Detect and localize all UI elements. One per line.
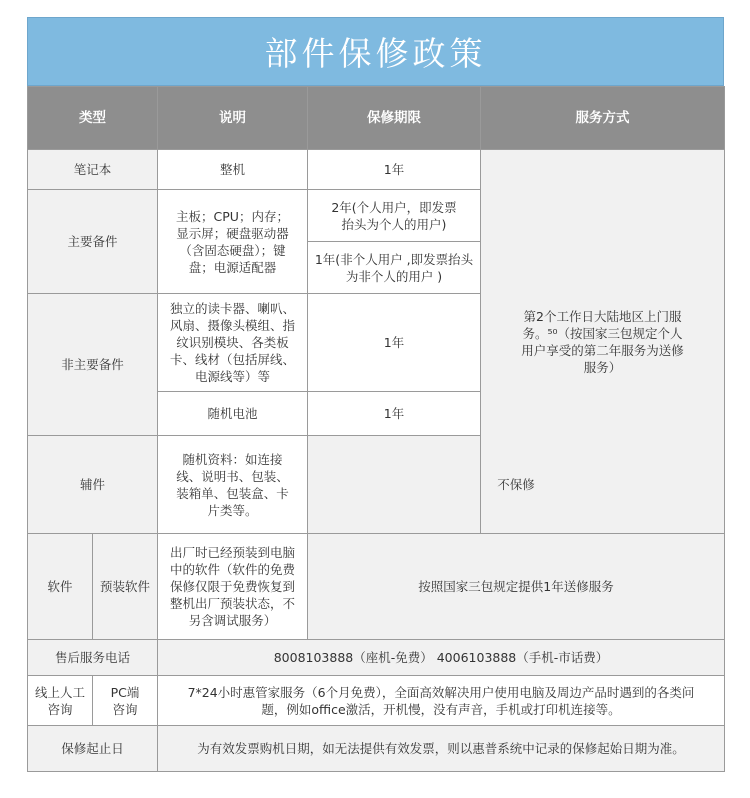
minor-period: 1年 xyxy=(308,294,481,392)
online-type: 线上人工咨询 xyxy=(28,676,93,726)
table-row xyxy=(28,676,725,726)
accessory-type: 辅件 xyxy=(28,436,158,534)
warranty-table xyxy=(27,86,725,772)
header-row xyxy=(28,87,725,150)
software-subtype: 预装软件 xyxy=(93,534,158,640)
online-subtype: PC端咨询 xyxy=(93,676,158,726)
software-type: 软件 xyxy=(28,534,93,640)
accessory-policy: 不保修 xyxy=(308,436,725,534)
table-row xyxy=(28,640,725,676)
software-policy: 按照国家三包规定提供1年送修服务 xyxy=(308,534,725,640)
table-row xyxy=(28,534,725,640)
table-row xyxy=(28,436,725,534)
header-desc: 说明 xyxy=(158,87,308,150)
start-value: 为有效发票购机日期，如无法提供有效发票，则以惠普系统中记录的保修起始日期为准。 xyxy=(158,726,725,772)
start-label: 保修起止日 xyxy=(28,726,158,772)
service-method: 第2个工作日大陆地区上门服务。⁵⁰（按国家三包规定个人用户享受的第二年服务为送修服务） xyxy=(481,150,725,534)
battery-desc: 随机电池 xyxy=(158,392,308,436)
software-desc: 出厂时已经预装到电脑中的软件（软件的免费保修仅限于免费恢复到整机出厂预装状态，不另含调试服务） xyxy=(158,534,308,640)
accessory-desc: 随机资料：如连接线、说明书、包装、装箱单、包装盒、卡片类等。 xyxy=(158,436,308,534)
table-row xyxy=(28,726,725,772)
major-period-nonpersonal: 1年(非个人用户 ,即发票抬头为非个人的用户 ) xyxy=(308,242,481,294)
minor-type: 非主要备件 xyxy=(28,294,158,436)
header-period: 保修期限 xyxy=(308,87,481,150)
title-banner xyxy=(27,17,724,86)
major-period-personal: 2年(个人用户，即发票抬头为个人的用户) xyxy=(308,190,481,242)
notebook-type: 笔记本 xyxy=(28,150,158,190)
battery-period: 1年 xyxy=(308,392,481,436)
major-desc: 主板；CPU；内存；显示屏；硬盘驱动器（含固态硬盘）；键盘；电源适配器 xyxy=(158,190,308,294)
hotline-label: 售后服务电话 xyxy=(28,640,158,676)
minor-desc: 独立的读卡器、喇叭、风扇、摄像头模组、指纹识别模块、各类板卡、线材（包括屏线、电源线等）等 xyxy=(158,294,308,392)
header-service: 服务方式 xyxy=(481,87,725,150)
notebook-period: 1年 xyxy=(308,150,481,190)
major-type: 主要备件 xyxy=(28,190,158,294)
notebook-desc: 整机 xyxy=(158,150,308,190)
table-row xyxy=(28,150,725,190)
hotline-value: 8008103888（座机-免费） 4006103888（手机-市话费） xyxy=(158,640,725,676)
page-title: 部件保修政策 xyxy=(264,34,487,73)
online-value: 7*24小时惠管家服务（6个月免费），全面高效解决用户使用电脑及周边产品时遇到的各类问题，例如office激活，开机慢，没有声音，手机或打印机连接等。 xyxy=(158,676,725,726)
header-type: 类型 xyxy=(28,87,158,150)
